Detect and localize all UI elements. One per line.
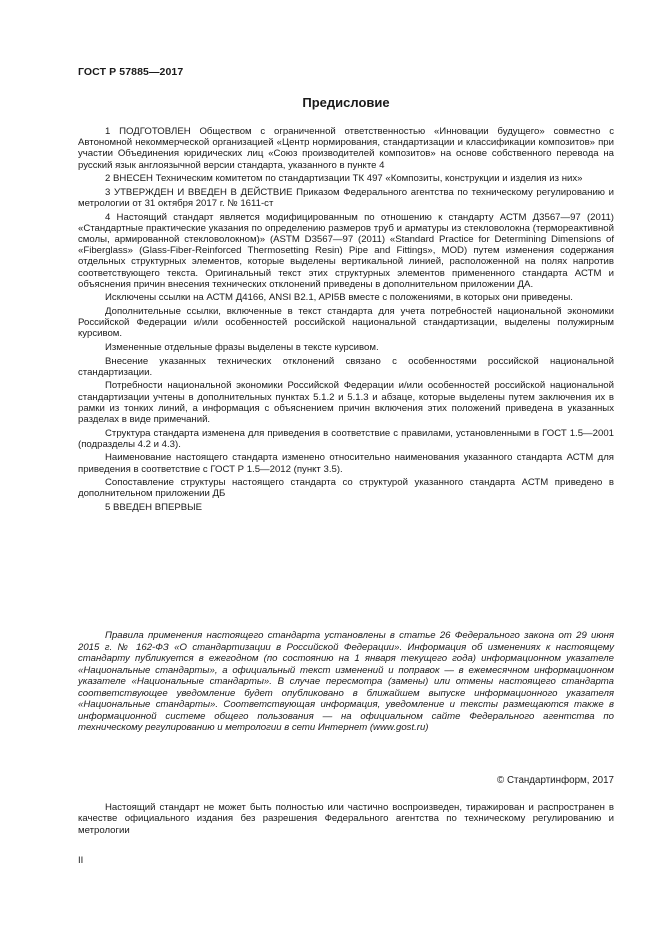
paragraph-introduced: 5 ВВЕДЕН ВПЕРВЫЕ (105, 501, 203, 513)
paragraph-structure: Структура стандарта изменена для приведения в соответствие с правилами, установленными в ГОСТ 1.5—2001 (подразделы 4.2 и 4.3). (78, 427, 614, 450)
paragraph-name: Наименование настоящего стандарта изменено относительно наименования указанного стандарта АСТМ для приведения в соответствие с ГОСТ Р 1.5—2012 (пункт 3.5). (78, 452, 614, 475)
notice-text: Настоящий стандарт не может быть полностью или частично воспроизведен, тиражирован и распространен в качестве официального издания без разрешения Федерального агентства по техническому регулированию и метрологии (78, 802, 614, 836)
paragraph-additional-refs: Дополнительные ссылки, включенные в текст стандарта для учета потребностей национальной экономики Российской Федерации и/или особенностей российской национальной стандартизации, выделены полужирным курсивом. (78, 306, 614, 340)
paragraph-approved: 3 УТВЕРЖДЕН И ВВЕДЕН В ДЕЙСТВИЕ Приказом Федерального агентства по техническому регулированию и метрологии от 31 октября 2017 г. № 1611-ст (78, 186, 614, 209)
paragraph-changed-phrases: Измененные отдельные фразы выделены в тексте курсивом. (105, 342, 379, 353)
reproduction-notice (78, 802, 614, 836)
rules-text: Правила применения настоящего стандарта установлены в статье 26 Федерального закона от 29 июня 2015 г. № 162-ФЗ «О стандартизации в Российской Федерации». Информация об изменениях к настоящему стандарту публикуется в ежегодном (по состоянию на 1 января текущего года) информационном указателе «Национальные стандарты», а официальный текст изменений и поправок — в ежемесячном информационном указателе «Национальные стандарты». В случае пересмотра (замены) или отмены настоящего стандарта соответствующее уведомление будет опубликовано в ближайшем выпуске информационного указателя «Национальные стандарты». Соответствующая информация, уведомление и тексты размещаются также в информационной системе общего пользования — на официальном сайте Федерального агентства по техническому регулированию и метрологии в сети Интернет (www.gost.ru) (78, 630, 614, 733)
paragraph-comparison: Сопоставление структуры настоящего стандарта со структурой указанного стандарта АСТМ приведено в дополнительном приложении ДБ (78, 477, 614, 500)
foreword-body (78, 126, 614, 513)
page-number: II (78, 855, 84, 866)
paragraph-needs: Потребности национальной экономики Российской Федерации и/или особенностей российской национальной стандартизации учтены в дополнительных пунктах 5.1.2 и 5.1.3 и абзаце, которые выделены путем заключения их в рамки из тонких линий, а информация с объяснением причин включения этих положений приведена в указанных разделах в виде примечаний. (78, 380, 614, 425)
paragraph-prepared: 1 ПОДГОТОВЛЕН Обществом с ограниченной ответственностью «Инновации будущего» совместно с Автономной некоммерческой организацией «Центр нормирования, стандартизации и классификации композитов» при участии Объединения юридических лиц «Союз производителей композитов» на основе собственного перевода на русский язык англоязычной версии стандарта, указанного в пункте 4 (78, 126, 614, 171)
paragraph-deviations: Внесение указанных технических отклонений связано с особенностями российской национальной стандартизации. (78, 355, 614, 378)
document-code: ГОСТ Р 57885—2017 (78, 66, 184, 78)
paragraph-submitted: 2 ВНЕСЕН Техническим комитетом по стандартизации ТК 497 «Композиты, конструкции и изделия из них» (105, 173, 583, 185)
copyright-line: © Стандартинформ, 2017 (497, 775, 614, 786)
page-title: Предисловие (302, 95, 390, 110)
paragraph-modified: 4 Настоящий стандарт является модифицированным по отношению к стандарту АСТМ Д3567—97 (2011) «Стандартные практические указания по определению размеров труб и арматуры из стекловолокна (термореактивной смолы, армированной стекловолокном)» (ASTM D3567—97 (2011) «Standard Practice for Determining Dimensions of «Fiberglass» (Glass-Fiber-Reinforced Thermosetting Resin) Pipe and Fittings», MOD) путем изменения содержания отдельных структурных элементов, которые выделены вертикальной линией, расположенной на полях напротив соответствующего текста. Оригинальный текст этих структурных элементов примененного стандарта АСТМ и объяснения причин внесения технических отклонений приведены в дополнительном приложении ДА. (78, 211, 614, 290)
rules-block (78, 630, 614, 734)
paragraph-excluded-refs: Исключены ссылки на АСТМ Д4166, ANSI B2.1, API5B вместе с положениями, в которых они приведены. (105, 292, 573, 304)
